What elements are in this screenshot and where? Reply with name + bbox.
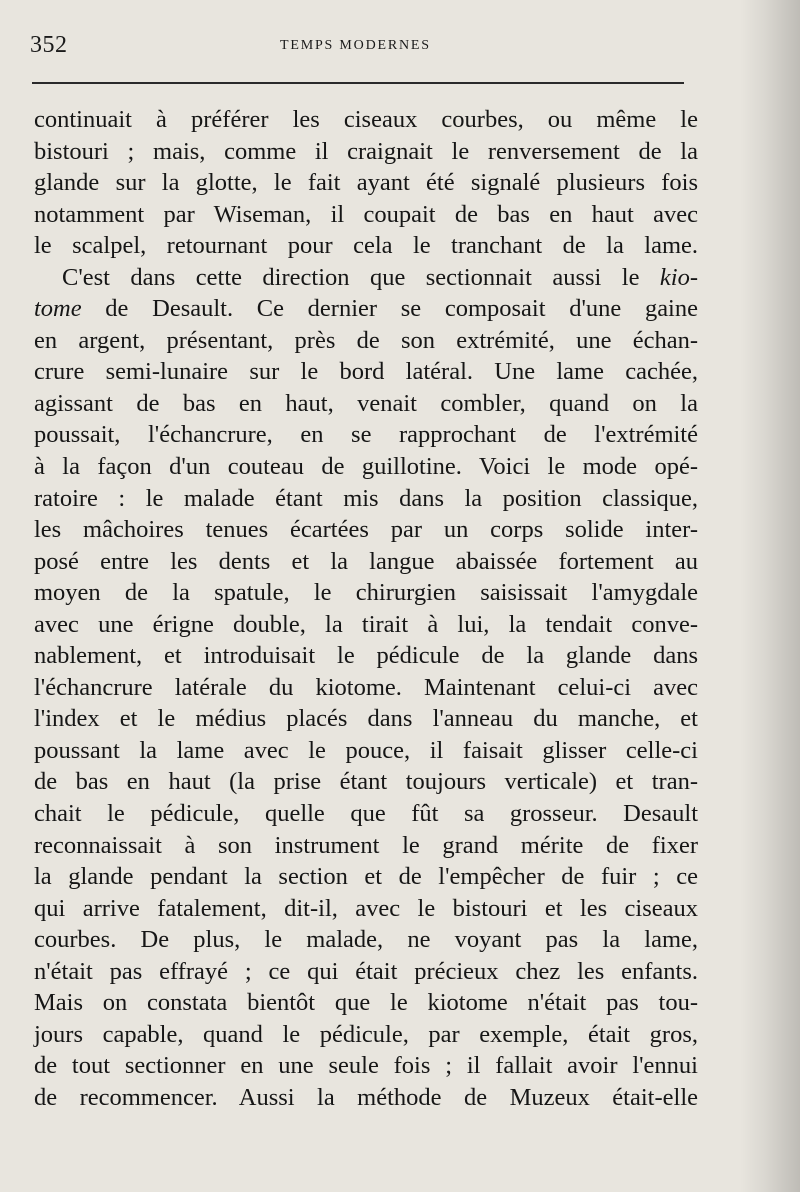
text-line: poussant la lame avec le pouce, il faisait glisser celle-ci <box>34 736 698 764</box>
italic-term: tome <box>34 295 82 323</box>
running-title: TEMPS MODERNES <box>280 38 431 53</box>
text-line: avec une érigne double, la tirait à lui, la tendait conve- <box>34 610 698 638</box>
body-text <box>34 104 698 1114</box>
text-line: notamment par Wiseman, il coupait de bas en haut avec <box>34 200 698 228</box>
text-line: les mâchoires tenues écartées par un corps solide inter- <box>34 516 698 544</box>
text-line: l'échancrure latérale du kiotome. Maintenant celui-ci avec <box>34 673 698 701</box>
text-line: glande sur la glotte, le fait ayant été signalé plusieurs fois <box>34 169 698 197</box>
text-line: l'index et le médius placés dans l'anneau du manche, et <box>34 705 698 733</box>
text-line: chait le pédicule, quelle que fût sa grosseur. Desault <box>34 800 698 828</box>
text-segment: de Desault. Ce dernier se composait d'une gaine <box>81 295 698 323</box>
text-line: en argent, présentant, près de son extrémité, une échan- <box>34 326 698 354</box>
text-line: poussait, l'échancrure, en se rapprochant de l'extrémité <box>34 421 698 449</box>
text-line: Mais on constata bientôt que le kiotome n'était pas tou- <box>34 989 698 1017</box>
text-line: n'était pas effrayé ; ce qui était précieux chez les enfants. <box>34 957 698 985</box>
page-number: 352 <box>30 32 68 58</box>
text-line: de recommencer. Aussi la méthode de Muzeux était-elle <box>34 1083 698 1111</box>
text-line: courbes. De plus, le malade, ne voyant pas la lame, <box>34 926 698 954</box>
text-line: agissant de bas en haut, venait combler, quand on la <box>34 389 698 417</box>
text-line: continuait à préférer les ciseaux courbes, ou même le <box>34 106 698 133</box>
text-line <box>34 293 698 325</box>
italic-term: kio- <box>659 263 698 291</box>
text-line: ratoire : le malade étant mis dans la position classique, <box>34 484 698 512</box>
text-line: le scalpel, retournant pour cela le tranchant de la lame. <box>34 232 698 260</box>
page-gutter-shadow <box>740 0 800 1192</box>
text-line: à la façon d'un couteau de guillotine. Voici le mode opé- <box>34 453 698 481</box>
text-line: moyen de la spatule, le chirurgien saisissait l'amygdale <box>34 579 698 607</box>
text-line: de tout sectionner en une seule fois ; il fallait avoir l'ennui <box>34 1052 698 1080</box>
text-line: jours capable, quand le pédicule, par exemple, était gros, <box>34 1020 698 1048</box>
text-line <box>34 262 698 294</box>
text-line: reconnaissait à son instrument le grand mérite de fixer <box>34 831 698 859</box>
text-line: bistouri ; mais, comme il craignait le renversement de la <box>34 137 698 165</box>
text-line: crure semi-lunaire sur le bord latéral. Une lame cachée, <box>34 358 698 386</box>
text-segment: C'est dans cette direction que sectionnait aussi le <box>62 263 660 291</box>
text-line: de bas en haut (la prise étant toujours verticale) et tran- <box>34 768 698 796</box>
text-line: qui arrive fatalement, dit-il, avec le bistouri et les ciseaux <box>34 894 698 922</box>
header-rule <box>32 82 684 84</box>
text-line: posé entre les dents et la langue abaissée fortement au <box>34 547 698 575</box>
text-line: la glande pendant la section et de l'empêcher de fuir ; ce <box>34 863 698 891</box>
text-line: nablement, et introduisait le pédicule de la glande dans <box>34 642 698 670</box>
page-header <box>30 30 690 64</box>
